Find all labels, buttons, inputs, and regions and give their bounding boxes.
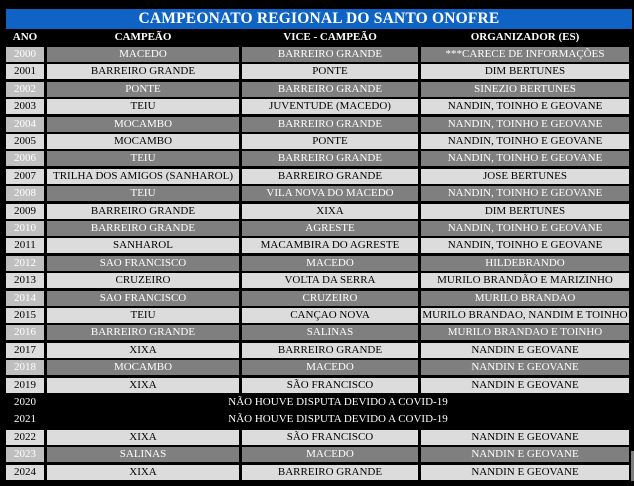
cell-ano: 2021 — [6, 412, 44, 427]
table-row — [6, 47, 632, 62]
cell-vice-campeao: BARREIRO GRANDE — [242, 82, 418, 97]
cell-organizador: NANDIN, TOINHO E GEOVANE — [421, 151, 629, 166]
cell-campeao: MACEDO — [47, 47, 239, 62]
cell-ano: 2005 — [6, 134, 44, 149]
cell-ano: 2012 — [6, 256, 44, 271]
table-row — [6, 82, 632, 97]
cell-organizador: SINEZIO BERTUNES — [421, 82, 629, 97]
table-row — [6, 430, 632, 445]
cell-vice-campeao: SÃO FRANCISCO — [242, 378, 418, 393]
cell-campeao: XIXA — [47, 430, 239, 445]
cell-organizador: JOSE BERTUNES — [421, 169, 629, 184]
table-row — [6, 238, 632, 253]
table-row — [6, 117, 632, 132]
cell-organizador: NANDIN, TOINHO E GEOVANE — [421, 186, 629, 201]
cell-vice-campeao: BARREIRO GRANDE — [242, 169, 418, 184]
cell-vice-campeao: MACEDO — [242, 360, 418, 375]
table-header — [6, 30, 632, 45]
cell-vice-campeao: MACAMBIRA DO AGRESTE — [242, 238, 418, 253]
cell-organizador: NANDIN E GEOVANE — [421, 430, 629, 445]
cell-vice-campeao: XIXA — [242, 204, 418, 219]
cell-ano: 2020 — [6, 395, 44, 410]
cell-campeao: TRILHA DOS AMIGOS (SANHAROL) — [47, 169, 239, 184]
cell-ano: 2006 — [6, 151, 44, 166]
cell-organizador: MURILO BRANDAO E TOINHO — [421, 325, 629, 340]
cell-vice-campeao: MACEDO — [242, 256, 418, 271]
table-row — [6, 134, 632, 149]
table-row — [6, 308, 632, 323]
cell-ano: 2009 — [6, 204, 44, 219]
cell-vice-campeao: PONTE — [242, 64, 418, 79]
cell-organizador: NANDIN E GEOVANE — [421, 447, 629, 462]
cell-campeao: SANHAROL — [47, 238, 239, 253]
cell-campeao: PONTE — [47, 82, 239, 97]
table-row — [6, 465, 632, 480]
cell-vice-campeao: BARREIRO GRANDE — [242, 47, 418, 62]
cell-vice-campeao: BARREIRO GRANDE — [242, 465, 418, 480]
cell-vice-campeao: SALINAS — [242, 325, 418, 340]
cell-organizador: NANDIN, TOINHO E GEOVANE — [421, 238, 629, 253]
cell-vice-campeao: JUVENTUDE (MACEDO) — [242, 99, 418, 114]
cell-ano: 2007 — [6, 169, 44, 184]
cell-campeao: TEIU — [47, 186, 239, 201]
cell-campeao: CRUZEIRO — [47, 273, 239, 288]
table-row — [6, 204, 632, 219]
cell-organizador: NANDIN, TOINHO E GEOVANE — [421, 221, 629, 236]
cell-campeao: SALINAS — [47, 447, 239, 462]
cell-ano: 2001 — [6, 64, 44, 79]
cell-organizador: NANDIN, TOINHO E GEOVANE — [421, 134, 629, 149]
header-organizador: ORGANIZADOR (ES) — [470, 31, 580, 43]
cell-organizador: DIM BERTUNES — [421, 64, 629, 79]
header-ano: ANO — [12, 31, 38, 43]
cell-organizador: MURILO BRANDÃO E MARIZINHO — [421, 273, 629, 288]
cell-campeao: SAO FRANCISCO — [47, 256, 239, 271]
cell-organizador: MURILO BRANDAO, NANDIM E TOINHO — [422, 309, 628, 321]
table-row — [6, 169, 632, 184]
cell-note: NÃO HOUVE DISPUTA DEVIDO A COVID-19 — [47, 412, 629, 427]
table-row — [6, 378, 632, 393]
table-row — [6, 99, 632, 114]
cell-vice-campeao: CANÇAO NOVA — [242, 308, 418, 323]
cell-ano: 2011 — [6, 238, 44, 253]
cell-ano: 2023 — [6, 447, 44, 462]
table-row — [6, 343, 632, 358]
cell-ano: 2014 — [6, 291, 44, 306]
cell-ano: 2013 — [6, 273, 44, 288]
cell-ano: 2000 — [6, 47, 44, 62]
cell-note: NÃO HOUVE DISPUTA DEVIDO A COVID-19 — [47, 395, 629, 410]
cell-campeao: TEIU — [47, 151, 239, 166]
cell-campeao: SAO FRANCISCO — [47, 291, 239, 306]
cell-vice-campeao: BARREIRO GRANDE — [242, 151, 418, 166]
cell-ano: 2004 — [6, 117, 44, 132]
cell-campeao: XIXA — [47, 378, 239, 393]
cell-campeao: BARREIRO GRANDE — [47, 325, 239, 340]
cell-organizador: MURILO BRANDAO — [421, 291, 629, 306]
cell-organizador: NANDIN E GEOVANE — [421, 378, 629, 393]
cell-organizador: HILDEBRANDO — [421, 256, 629, 271]
cell-vice-campeao: CRUZEIRO — [242, 291, 418, 306]
cell-vice-campeao: BARREIRO GRANDE — [242, 343, 418, 358]
cell-organizador: NANDIN E GEOVANE — [421, 360, 629, 375]
table-row — [6, 447, 632, 462]
cell-ano: 2019 — [6, 378, 44, 393]
table-title: CAMPEONATO REGIONAL DO SANTO ONOFRE — [6, 9, 632, 29]
cell-ano: 2016 — [6, 325, 44, 340]
header-vice-campeao: VICE - CAMPEÃO — [283, 31, 377, 43]
table-row — [6, 186, 632, 201]
table-row — [6, 395, 632, 410]
cell-campeao: MOCAMBO — [47, 360, 239, 375]
cell-campeao: XIXA — [47, 465, 239, 480]
cell-campeao: XIXA — [47, 343, 239, 358]
table-row — [6, 221, 632, 236]
cell-vice-campeao: MACEDO — [242, 447, 418, 462]
cell-vice-campeao: VOLTA DA SERRA — [242, 273, 418, 288]
cell-organizador: NANDIN, TOINHO E GEOVANE — [421, 117, 629, 132]
cell-organizador: DIM BERTUNES — [421, 204, 629, 219]
cell-ano: 2015 — [6, 308, 44, 323]
cell-ano: 2003 — [6, 99, 44, 114]
cell-ano: 2002 — [6, 82, 44, 97]
cell-campeao: MOCAMBO — [47, 134, 239, 149]
table-row — [6, 64, 632, 79]
cell-ano: 2022 — [6, 430, 44, 445]
cell-campeao: BARREIRO GRANDE — [47, 64, 239, 79]
cell-campeao: BARREIRO GRANDE — [47, 221, 239, 236]
table-row — [6, 291, 632, 306]
cell-vice-campeao: PONTE — [242, 134, 418, 149]
cell-ano: 2024 — [6, 465, 44, 480]
cell-ano: 2018 — [6, 360, 44, 375]
cell-vice-campeao: VILA NOVA DO MACEDO — [242, 186, 418, 201]
cell-campeao: TEIU — [47, 308, 239, 323]
table-row — [6, 360, 632, 375]
table-row — [6, 412, 632, 427]
cell-campeao: BARREIRO GRANDE — [47, 204, 239, 219]
table-row — [6, 273, 632, 288]
cell-campeao: MOCAMBO — [47, 117, 239, 132]
cell-vice-campeao: AGRESTE — [242, 221, 418, 236]
cell-vice-campeao: SÃO FRANCISCO — [242, 430, 418, 445]
table-row — [6, 256, 632, 271]
cell-ano: 2017 — [6, 343, 44, 358]
header-campeao: CAMPEÃO — [114, 31, 172, 43]
cell-ano: 2008 — [6, 186, 44, 201]
cell-organizador: NANDIN, TOINHO E GEOVANE — [421, 99, 629, 114]
table-row — [6, 151, 632, 166]
cell-organizador: NANDIN E GEOVANE — [421, 465, 629, 480]
cell-organizador: ***CARECE DE INFORMAÇÕES — [421, 47, 629, 62]
cell-campeao: TEIU — [47, 99, 239, 114]
cell-vice-campeao: BARREIRO GRANDE — [242, 117, 418, 132]
cell-ano: 2010 — [6, 221, 44, 236]
cell-organizador: NANDIN E GEOVANE — [421, 343, 629, 358]
table-row — [6, 325, 632, 340]
